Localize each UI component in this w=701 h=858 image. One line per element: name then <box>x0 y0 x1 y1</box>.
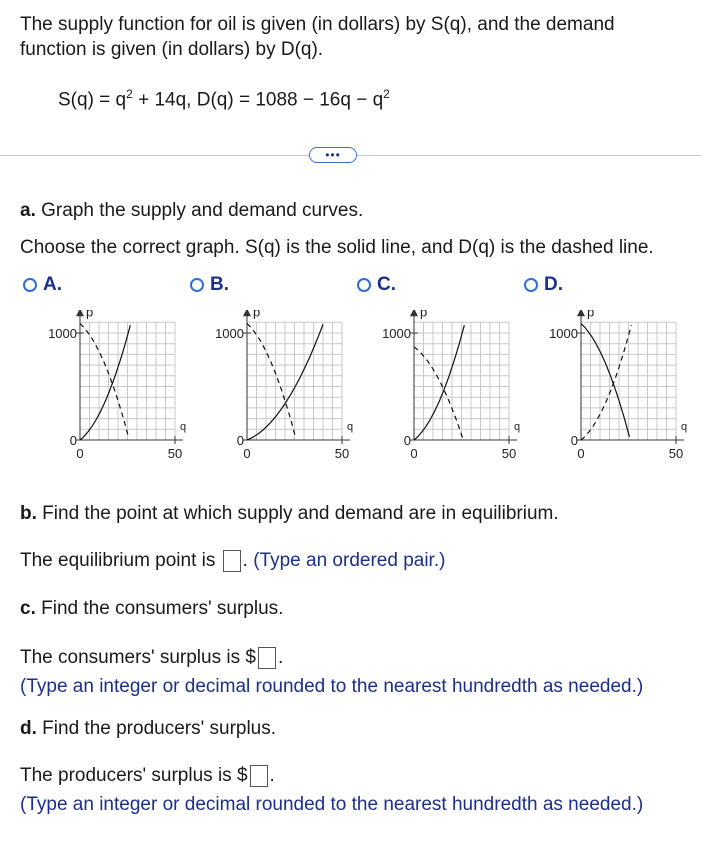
y-axis-arrow-icon <box>577 310 585 316</box>
equation <box>58 87 390 111</box>
option-d-radio[interactable] <box>524 278 538 292</box>
part-b-heading <box>20 503 559 525</box>
intro-line-1: The supply function for oil is given (in dollars) by S(q), and the demand <box>20 14 615 35</box>
y-zero-label: 0 <box>69 433 77 448</box>
part-c-text: Find the consumers' surplus. <box>41 598 284 619</box>
equilibrium-input[interactable] <box>223 550 241 572</box>
demand-curve <box>414 347 462 438</box>
part-a-heading <box>20 200 363 222</box>
part-c-answer-prefix: The consumers' surplus is $ <box>20 647 256 669</box>
equation-exponent-2: 2 <box>383 87 390 101</box>
part-a-label: a. <box>20 200 36 221</box>
x-tick-label: 50 <box>668 446 684 461</box>
y-axis-arrow-icon <box>243 310 251 316</box>
y-tick-label: 1000 <box>382 326 411 341</box>
equation-supply: S(q) = q <box>58 89 127 111</box>
supply-curve <box>581 324 629 437</box>
part-b-answer-prefix: The equilibrium point is <box>20 550 216 572</box>
part-c-answer-suffix: . <box>277 647 284 669</box>
y-zero-label: 0 <box>403 433 411 448</box>
x-tick-label: 50 <box>167 446 183 461</box>
option-d[interactable] <box>524 274 563 296</box>
y-axis-label: p <box>86 310 94 320</box>
y-tick-label: 1000 <box>215 326 244 341</box>
part-b-text: Find the point at which supply and demand are in equilibrium. <box>42 503 559 524</box>
part-d-heading <box>20 718 276 740</box>
part-d-label: d. <box>20 718 37 739</box>
x-tick-label: 50 <box>501 446 517 461</box>
equation-exponent-1: 2 <box>126 87 133 101</box>
equation-rest: + 14q, D(q) = 1088 − 16q − q <box>132 89 384 111</box>
part-d-answer-line <box>20 765 275 787</box>
part-d-answer-prefix: The producers' surplus is $ <box>20 765 248 787</box>
part-a-instruction: Choose the correct graph. S(q) is the solid line, and D(q) is the dashed line. <box>20 237 654 258</box>
part-b-answer-suffix: . <box>242 550 248 572</box>
part-d-hint: (Type an integer or decimal rounded to the nearest hundredth as needed.) <box>20 794 644 815</box>
x-axis-label: q <box>513 421 521 433</box>
graph-a[interactable] <box>30 310 195 470</box>
graph-c[interactable] <box>364 310 529 470</box>
option-c-label: C. <box>377 274 396 295</box>
x-axis-label: q <box>346 421 354 433</box>
y-axis-label: p <box>253 310 261 320</box>
supply-curve <box>414 325 464 440</box>
demand-curve <box>247 324 295 437</box>
x-zero-label: 0 <box>577 446 585 461</box>
supply-curve <box>80 325 130 440</box>
y-axis-arrow-icon <box>76 310 84 316</box>
option-a[interactable] <box>23 274 62 296</box>
y-zero-label: 0 <box>236 433 244 448</box>
y-axis-arrow-icon <box>410 310 418 316</box>
y-zero-label: 0 <box>570 433 578 448</box>
demand-curve <box>80 324 128 437</box>
part-d-text: Find the producers' surplus. <box>42 718 277 739</box>
part-b-label: b. <box>20 503 37 524</box>
option-d-label: D. <box>544 274 563 295</box>
part-c-label: c. <box>20 598 36 619</box>
x-axis-label: q <box>680 421 688 433</box>
graph-b[interactable] <box>197 310 362 470</box>
intro-line-2: function is given (in dollars) by D(q). <box>20 39 324 60</box>
graph-d[interactable] <box>531 310 696 470</box>
x-zero-label: 0 <box>243 446 251 461</box>
consumers-surplus-input[interactable] <box>258 647 276 669</box>
producers-surplus-input[interactable] <box>250 765 268 787</box>
x-zero-label: 0 <box>76 446 84 461</box>
y-tick-label: 1000 <box>48 326 77 341</box>
part-b-hint: (Type an ordered pair.) <box>253 550 446 572</box>
option-c[interactable] <box>357 274 396 296</box>
y-axis-label: p <box>420 310 428 320</box>
x-axis-label: q <box>179 421 187 433</box>
y-tick-label: 1000 <box>549 326 578 341</box>
part-c-heading <box>20 598 283 620</box>
x-tick-label: 50 <box>334 446 350 461</box>
option-c-radio[interactable] <box>357 278 371 292</box>
option-b-radio[interactable] <box>190 278 204 292</box>
x-zero-label: 0 <box>410 446 418 461</box>
expand-button[interactable]: ••• <box>309 147 357 163</box>
option-a-radio[interactable] <box>23 278 37 292</box>
part-c-hint: (Type an integer or decimal rounded to the nearest hundredth as needed.) <box>20 676 644 697</box>
option-b-label: B. <box>210 274 229 295</box>
option-b[interactable] <box>190 274 229 296</box>
option-a-label: A. <box>43 274 62 295</box>
demand-curve <box>581 325 631 440</box>
part-d-answer-suffix: . <box>269 765 275 787</box>
part-c-answer-line <box>20 647 283 669</box>
part-b-answer-line <box>20 550 445 572</box>
part-a-text: Graph the supply and demand curves. <box>41 200 364 221</box>
y-axis-label: p <box>587 310 595 320</box>
